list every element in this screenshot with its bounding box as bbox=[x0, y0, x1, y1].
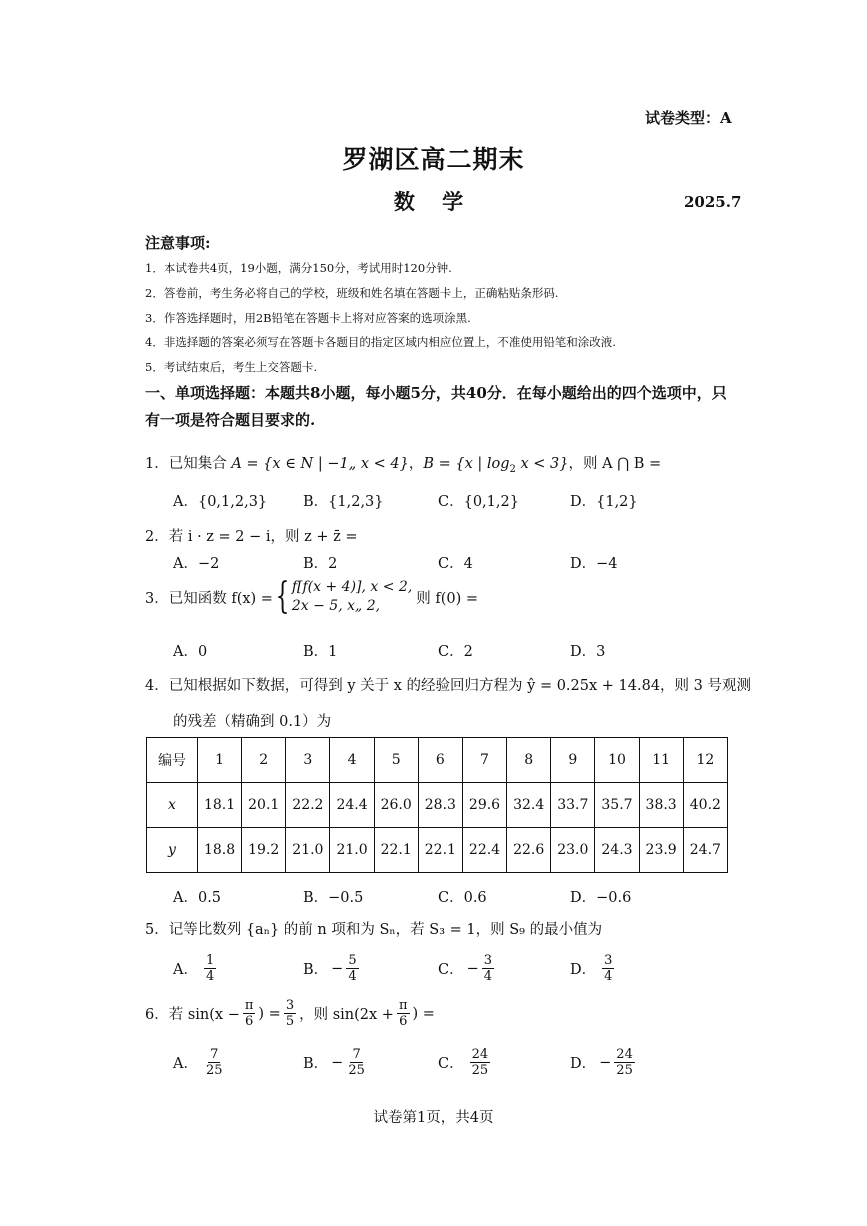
question-1 bbox=[145, 452, 661, 475]
q6-option-d bbox=[570, 1047, 635, 1078]
q3-ask: 则 f(0) = bbox=[416, 590, 479, 607]
q1-set-a: A = {x ∈ N | −1„ x < 4} bbox=[231, 456, 409, 472]
q4-option-c: C．0.6 bbox=[438, 890, 487, 906]
table-cell: 35.7 bbox=[595, 783, 639, 828]
frac-numerator: 7 bbox=[210, 1047, 219, 1062]
q1-prefix: 已知集合 bbox=[168, 456, 227, 472]
frac-numerator: π bbox=[244, 998, 254, 1013]
table-cell: 22.1 bbox=[374, 828, 418, 873]
table-cell: 19.2 bbox=[242, 828, 286, 873]
frac-denominator: 4 bbox=[604, 969, 613, 984]
q3-case-2: 2x − 5, x„ 2, bbox=[291, 598, 381, 614]
q6-option-c bbox=[438, 1047, 490, 1078]
q3-case-1: f[f(x + 4)], x < 2, bbox=[291, 579, 413, 595]
notice-item: 2．答卷前，考生务必将自己的学校，班级和姓名填在答题卡上，正确粘贴条形码. bbox=[145, 286, 559, 300]
q5-option-c bbox=[438, 953, 494, 984]
table-cell: 40.2 bbox=[683, 783, 727, 828]
option-sign: − bbox=[331, 960, 344, 977]
q1-set-b-prefix: B = {x | log bbox=[423, 456, 510, 472]
q6-mid2: ，则 sin(2x + bbox=[299, 1007, 394, 1023]
table-cell: 8 bbox=[507, 738, 551, 783]
brace-symbol: { bbox=[275, 576, 290, 617]
frac-denominator: 4 bbox=[205, 969, 215, 984]
question-4-line2: 的残差（精确到 0.1）为 bbox=[173, 714, 332, 730]
table-cell: 18.8 bbox=[198, 828, 242, 873]
q5-option-b bbox=[303, 953, 359, 984]
q1-number: 1． bbox=[145, 456, 169, 472]
frac-denominator: 5 bbox=[285, 1014, 295, 1029]
subject-title: 数 学 bbox=[393, 189, 474, 214]
question-3 bbox=[145, 578, 478, 616]
table-cell: 2 bbox=[242, 738, 286, 783]
table-cell: 3 bbox=[286, 738, 330, 783]
page-footer: 试卷第1页，共4页 bbox=[373, 1110, 494, 1126]
table-cell: 38.3 bbox=[639, 783, 683, 828]
table-cell: 12 bbox=[683, 738, 727, 783]
table-cell: 编号 bbox=[147, 738, 198, 783]
notice-item: 5．考试结束后，考生上交答题卡. bbox=[145, 360, 317, 374]
frac-numerator: 3 bbox=[483, 953, 493, 968]
section-heading-line2: 有一项是符合题目要求的. bbox=[145, 411, 316, 429]
exam-date: 2025.7 bbox=[684, 193, 742, 211]
question-4-line1: 4．已知根据如下数据，可得到 y 关于 x 的经验回归方程为 ŷ = 0.25x + 14.84，则 3 号观测 bbox=[145, 678, 751, 694]
table-cell: 22.2 bbox=[286, 783, 330, 828]
q1-option-a: A．{0,1,2,3} bbox=[173, 494, 268, 510]
q1-set-b-suffix: x < 3} bbox=[515, 456, 569, 472]
table-cell: 24.3 bbox=[595, 828, 639, 873]
table-cell: 29.6 bbox=[462, 783, 506, 828]
table-cell: 26.0 bbox=[374, 783, 418, 828]
table-cell: 18.1 bbox=[198, 783, 242, 828]
table-cell: 9 bbox=[551, 738, 595, 783]
option-label: C． bbox=[438, 1056, 464, 1072]
notice-item: 1．本试卷共4页，19小题，满分150分，考试用时120分钟. bbox=[145, 261, 452, 275]
exam-type-label: 试卷类型：A bbox=[645, 109, 732, 127]
q3-piecewise bbox=[273, 578, 412, 616]
frac-denominator: 25 bbox=[471, 1063, 489, 1078]
q1-separator: ， bbox=[408, 456, 424, 472]
q1-log-base: 2 bbox=[509, 463, 516, 475]
table-cell: 21.0 bbox=[330, 828, 374, 873]
q3-option-c: C．2 bbox=[438, 644, 473, 660]
frac-denominator: 25 bbox=[205, 1063, 223, 1078]
table-cell: 24.7 bbox=[683, 828, 727, 873]
q2-option-b: B．2 bbox=[303, 556, 338, 572]
table-cell: 7 bbox=[462, 738, 506, 783]
frac-numerator: 24 bbox=[471, 1047, 489, 1062]
frac-denominator: 6 bbox=[244, 1014, 254, 1029]
table-cell: 1 bbox=[198, 738, 242, 783]
q6-prefix: 6．若 sin(x − bbox=[145, 1007, 240, 1023]
question-6 bbox=[145, 998, 435, 1029]
frac-denominator: 25 bbox=[616, 1063, 633, 1078]
frac-numerator: 1 bbox=[205, 953, 215, 968]
table-cell: 28.3 bbox=[418, 783, 462, 828]
table-cell: y bbox=[147, 828, 198, 873]
table-cell: 6 bbox=[418, 738, 462, 783]
exam-title: 罗湖区高二期末 bbox=[342, 145, 525, 174]
q4-option-b: B．−0.5 bbox=[303, 890, 364, 906]
q1-option-c: C．{0,1,2} bbox=[438, 494, 519, 510]
notice-item: 3．作答选择题时，用2B铅笔在答题卡上将对应答案的选项涂黑. bbox=[145, 311, 471, 325]
table-cell: 22.6 bbox=[507, 828, 551, 873]
q6-end: ) = bbox=[412, 1005, 435, 1022]
table-row-x bbox=[147, 783, 728, 828]
q2-option-a: A．−2 bbox=[173, 556, 220, 572]
q1-ask: ，则 A ⋂ B = bbox=[568, 456, 662, 472]
q4-option-d: D．−0.6 bbox=[570, 890, 632, 906]
frac-numerator: 7 bbox=[352, 1047, 361, 1062]
q5-option-d bbox=[570, 953, 614, 984]
q1-option-b: B．{1,2,3} bbox=[303, 494, 384, 510]
q6-option-b bbox=[303, 1047, 367, 1078]
q3-option-a: A．0 bbox=[173, 644, 208, 660]
q5-option-a bbox=[173, 953, 216, 984]
table-cell: 4 bbox=[330, 738, 374, 783]
notice-item: 4．非选择题的答案必须写在答题卡各题目的指定区域内相应位置上，不准使用铅笔和涂改液. bbox=[145, 335, 616, 349]
option-label: B． bbox=[303, 1056, 329, 1072]
frac-denominator: 4 bbox=[483, 969, 493, 984]
frac-numerator: π bbox=[398, 998, 408, 1013]
option-label: A． bbox=[173, 1056, 198, 1072]
question-5: 5．记等比数列 {aₙ} 的前 n 项和为 Sₙ，若 S₃ = 1，则 S₉ 的最小值为 bbox=[145, 922, 603, 938]
option-label: C． bbox=[438, 962, 464, 978]
frac-numerator: 3 bbox=[285, 998, 295, 1013]
frac-numerator: 5 bbox=[348, 953, 357, 968]
option-label: D． bbox=[570, 962, 597, 978]
frac-denominator: 25 bbox=[348, 1063, 365, 1078]
frac-numerator: 3 bbox=[604, 953, 613, 968]
notice-title: 注意事项: bbox=[145, 234, 211, 252]
q6-mid: ) = bbox=[258, 1005, 281, 1022]
q4-option-a: A．0.5 bbox=[173, 890, 222, 906]
table-cell: x bbox=[147, 783, 198, 828]
q6-option-a bbox=[173, 1047, 225, 1078]
q3-prefix: 3．已知函数 f(x) = bbox=[145, 590, 273, 607]
table-cell: 23.9 bbox=[639, 828, 683, 873]
table-cell: 21.0 bbox=[286, 828, 330, 873]
q1-option-d: D．{1,2} bbox=[570, 494, 638, 510]
option-label: D． bbox=[570, 1056, 597, 1072]
section-heading-line1: 一、单项选择题：本题共8小题，每小题5分，共40分．在每小题给出的四个选项中，只 bbox=[145, 384, 727, 402]
table-cell: 33.7 bbox=[551, 783, 595, 828]
option-label: B． bbox=[303, 962, 329, 978]
option-sign: − bbox=[466, 960, 479, 977]
frac-denominator: 6 bbox=[399, 1014, 408, 1029]
table-row-y bbox=[147, 828, 728, 873]
q3-option-d: D．3 bbox=[570, 644, 606, 660]
table-cell: 10 bbox=[595, 738, 639, 783]
option-sign: − bbox=[331, 1054, 344, 1071]
frac-numerator: 24 bbox=[616, 1047, 633, 1062]
frac-denominator: 4 bbox=[348, 969, 357, 984]
question-2: 2．若 i · z = 2 − i，则 z + z̄ = bbox=[145, 529, 358, 545]
table-cell: 5 bbox=[374, 738, 418, 783]
table-row-id bbox=[147, 738, 728, 783]
table-cell: 20.1 bbox=[242, 783, 286, 828]
table-cell: 32.4 bbox=[507, 783, 551, 828]
option-label: A． bbox=[173, 962, 198, 978]
q2-option-d: D．−4 bbox=[570, 556, 618, 572]
table-cell: 22.1 bbox=[418, 828, 462, 873]
table-cell: 24.4 bbox=[330, 783, 374, 828]
q2-option-c: C．4 bbox=[438, 556, 473, 572]
table-cell: 23.0 bbox=[551, 828, 595, 873]
table-cell: 11 bbox=[639, 738, 683, 783]
data-table bbox=[146, 737, 728, 873]
table-cell: 22.4 bbox=[462, 828, 506, 873]
option-sign: − bbox=[599, 1054, 612, 1071]
q3-option-b: B．1 bbox=[303, 644, 338, 660]
